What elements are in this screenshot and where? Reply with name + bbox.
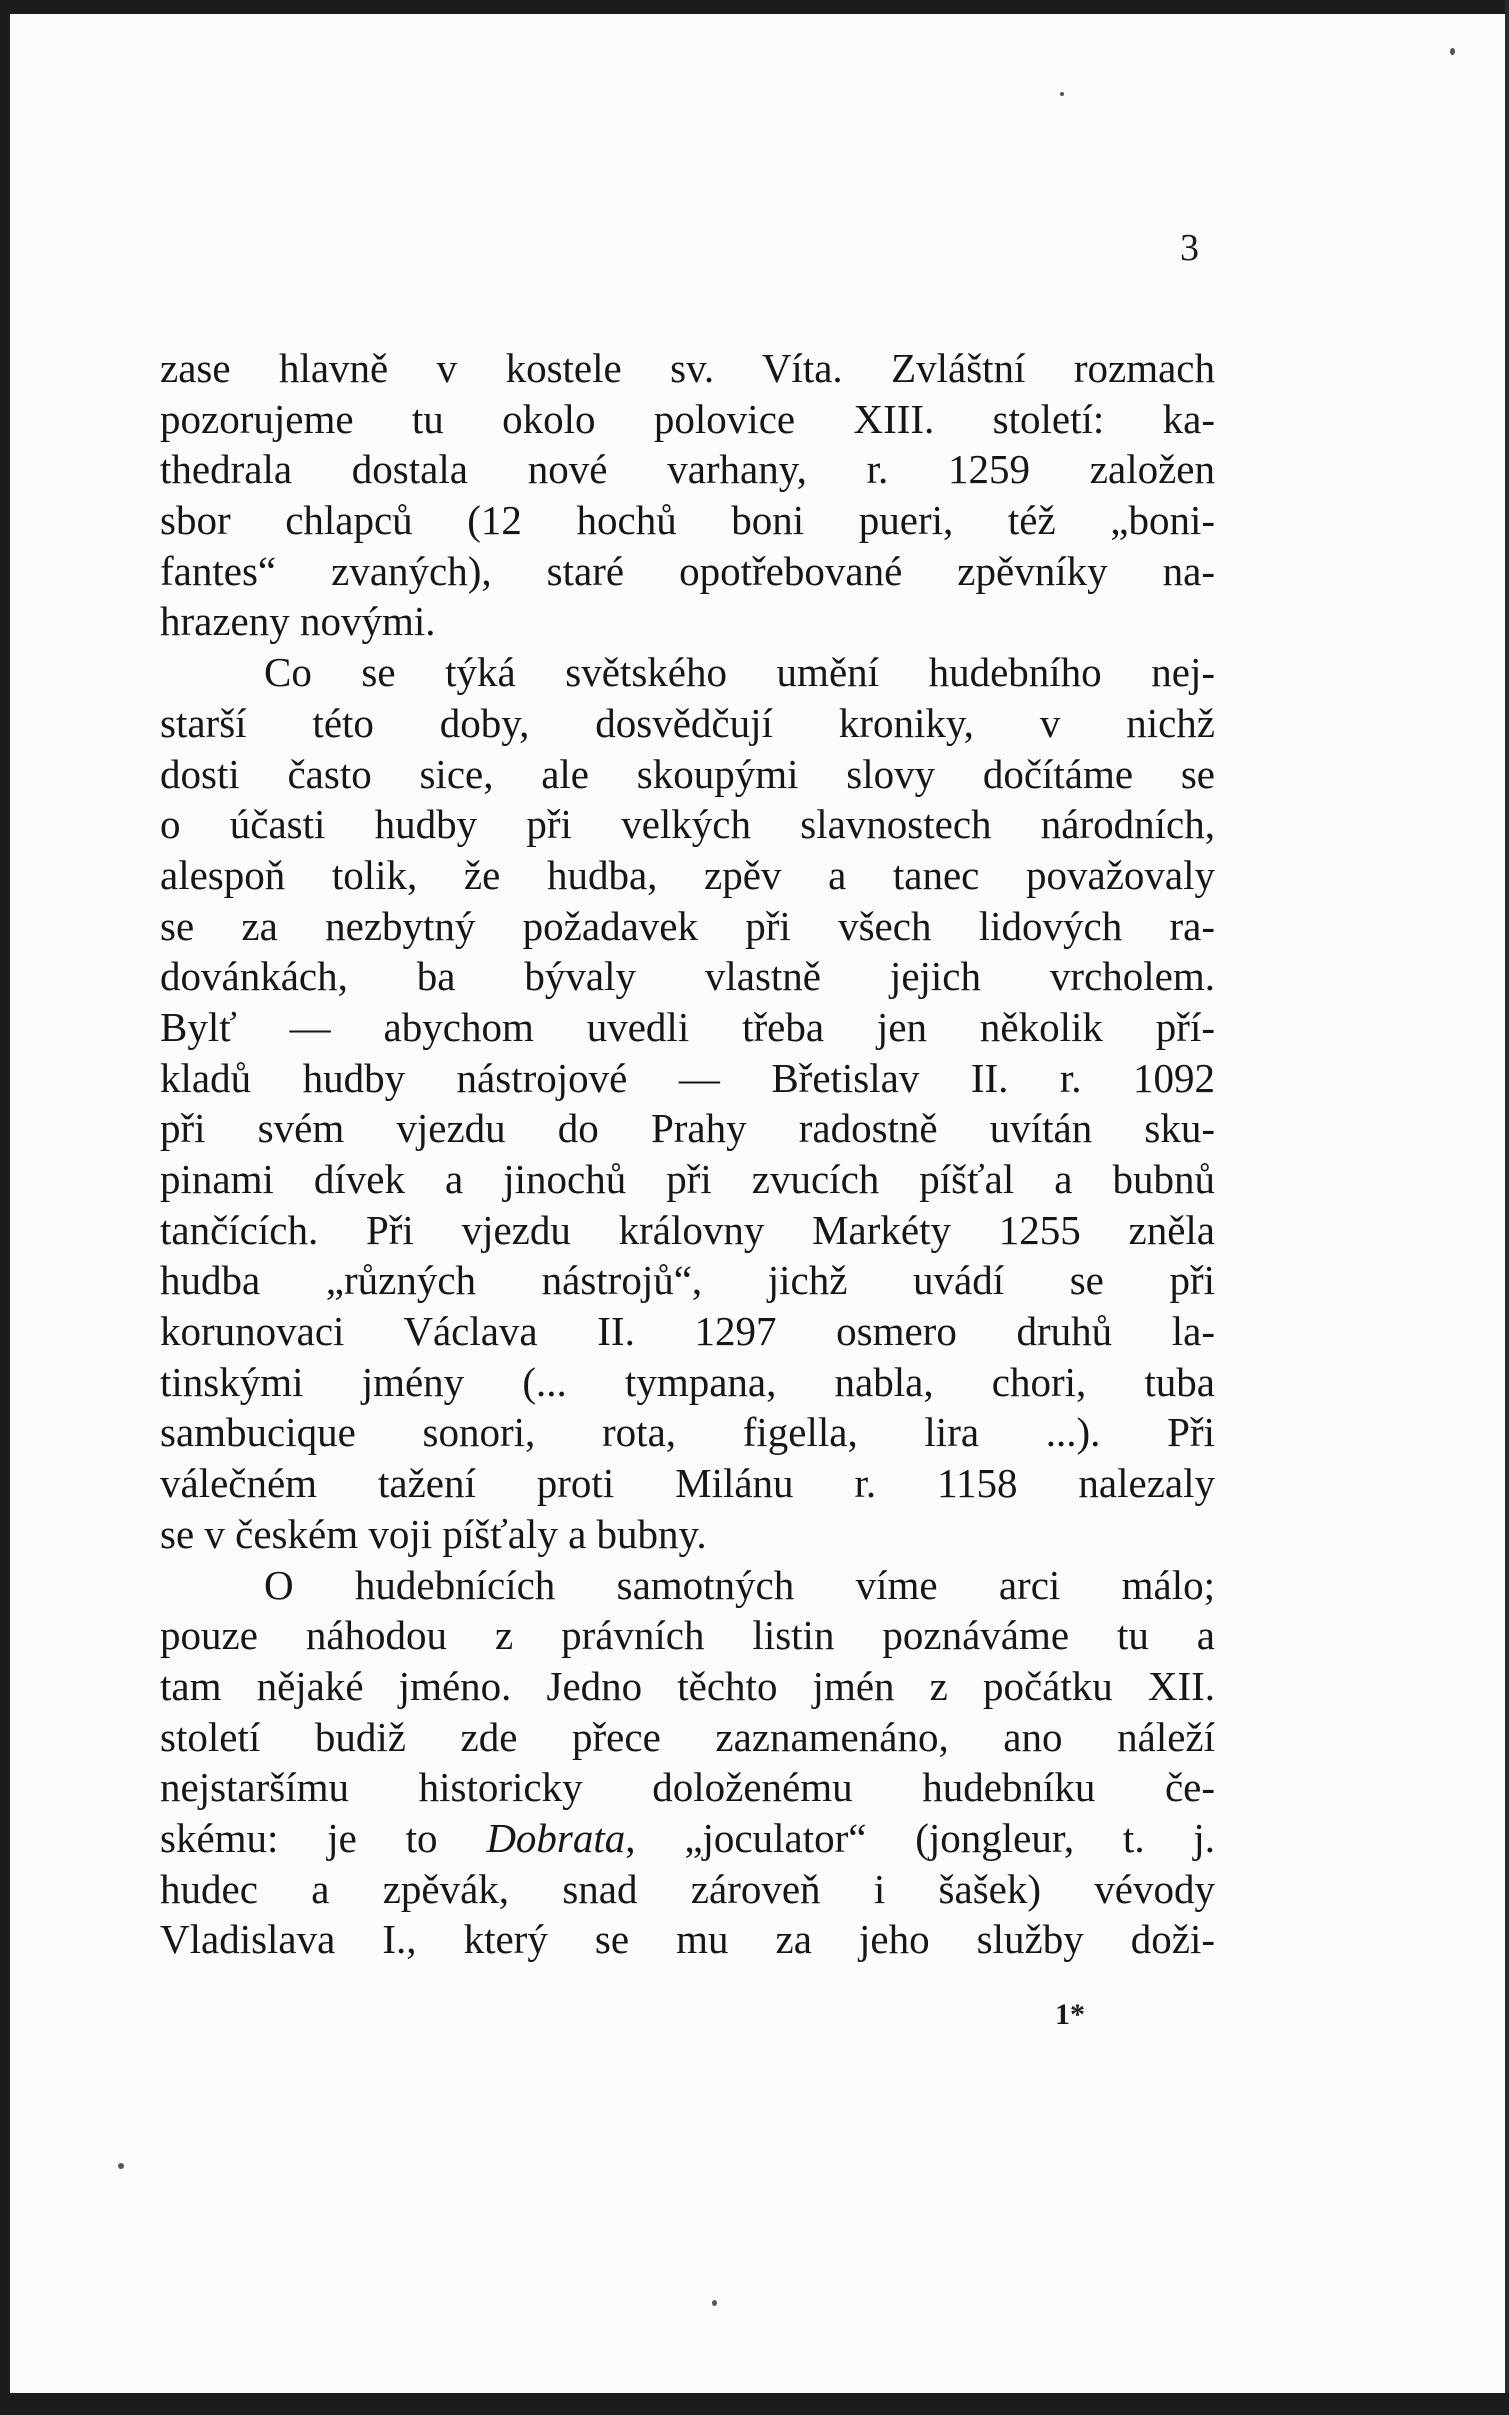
text-line: kladů hudby nástrojové — Břetislav II. r. 1092 xyxy=(160,1054,1215,1101)
text-line: sambucique sonori, rota, figella, lira ...). Při xyxy=(160,1409,1215,1456)
text-line: zase hlavně v kostele sv. Víta. Zvláštní rozmach xyxy=(160,345,1215,391)
text-line: se za nezbytný požadavek při všech lidových ra- xyxy=(160,902,1215,949)
scan-border-top xyxy=(0,0,1509,14)
text-line: alespoň tolik, že hudba, zpěv a tanec považovaly xyxy=(160,851,1215,898)
scan-speck xyxy=(118,2163,124,2169)
text-line-with-name xyxy=(160,1813,1215,1864)
text-line: dovánkách, ba bývaly vlastně jejich vrcholem. xyxy=(160,953,1215,1000)
text-line: tančících. Při vjezdu královny Markéty 1255 zněla xyxy=(160,1206,1215,1253)
text-line: o účasti hudby při velkých slavnostech národních, xyxy=(160,801,1215,848)
text-line: starší této doby, dosvědčují kroniky, v nichž xyxy=(160,699,1215,746)
text-line: hudba „různých nástrojů“, jichž uvádí se při xyxy=(160,1257,1215,1304)
text-fragment: skému: je to xyxy=(160,1814,487,1861)
text-fragment: , „joculator“ (jongleur, t. j. xyxy=(625,1814,1215,1861)
scan-speck xyxy=(1060,92,1064,96)
text-line: pozorujeme tu okolo polovice XIII. století: ka- xyxy=(160,395,1215,442)
text-line: dosti často sice, ale skoupými slovy dočítáme se xyxy=(160,750,1215,797)
text-line: thedrala dostala nové varhany, r. 1259 založen xyxy=(160,446,1215,493)
text-line: století budiž zde přece zaznamenáno, ano náleží xyxy=(160,1713,1215,1760)
text-line: tinskými jmény (... tympana, nabla, chori, tuba xyxy=(160,1358,1215,1405)
scan-border-bottom xyxy=(0,2393,1509,2415)
signature-mark: 1* xyxy=(1055,1998,1085,2031)
text-line: Bylť — abychom uvedli třeba jen několik pří- xyxy=(160,1003,1215,1050)
scan-speck xyxy=(1450,48,1455,55)
scan-border-right xyxy=(1505,0,1509,2415)
text-line: se v českém voji píšťaly a bubny. xyxy=(160,1510,707,1557)
text-line: pouze náhodou z právních listin poznáváme tu a xyxy=(160,1612,1215,1659)
scan-speck xyxy=(712,2300,717,2306)
text-line: korunovaci Václava II. 1297 osmero druhů la- xyxy=(160,1308,1215,1355)
person-name-italic: Dobrata xyxy=(486,1814,626,1861)
text-line: při svém vjezdu do Prahy radostně uvítán sku- xyxy=(160,1105,1215,1152)
page-number: 3 xyxy=(1180,227,1199,269)
text-line: Vladislava I., který se mu za jeho služby doži- xyxy=(160,1916,1215,1963)
text-line: hrazeny novými. xyxy=(160,598,436,645)
text-line: válečném tažení proti Milánu r. 1158 nalezaly xyxy=(160,1460,1215,1507)
text-line: Co se týká světského umění hudebního nej- xyxy=(264,649,1215,696)
text-line: nejstaršímu historicky doloženému hudebníku če- xyxy=(160,1764,1215,1811)
text-line: O hudebnících samotných víme arci málo; xyxy=(264,1561,1215,1608)
scan-border-left xyxy=(0,0,10,2415)
text-line: sbor chlapců (12 hochů boni pueri, též „boni- xyxy=(160,497,1215,544)
text-line: fantes“ zvaných), staré opotřebované zpěvníky na- xyxy=(160,547,1215,594)
body-text xyxy=(160,343,1215,1965)
text-line: tam nějaké jméno. Jedno těchto jmén z počátku XII. xyxy=(160,1662,1215,1709)
text-line: hudec a zpěvák, snad zároveň i šašek) vévody xyxy=(160,1865,1215,1912)
text-line: pinami dívek a jinochů při zvucích píšťal a bubnů xyxy=(160,1156,1215,1202)
